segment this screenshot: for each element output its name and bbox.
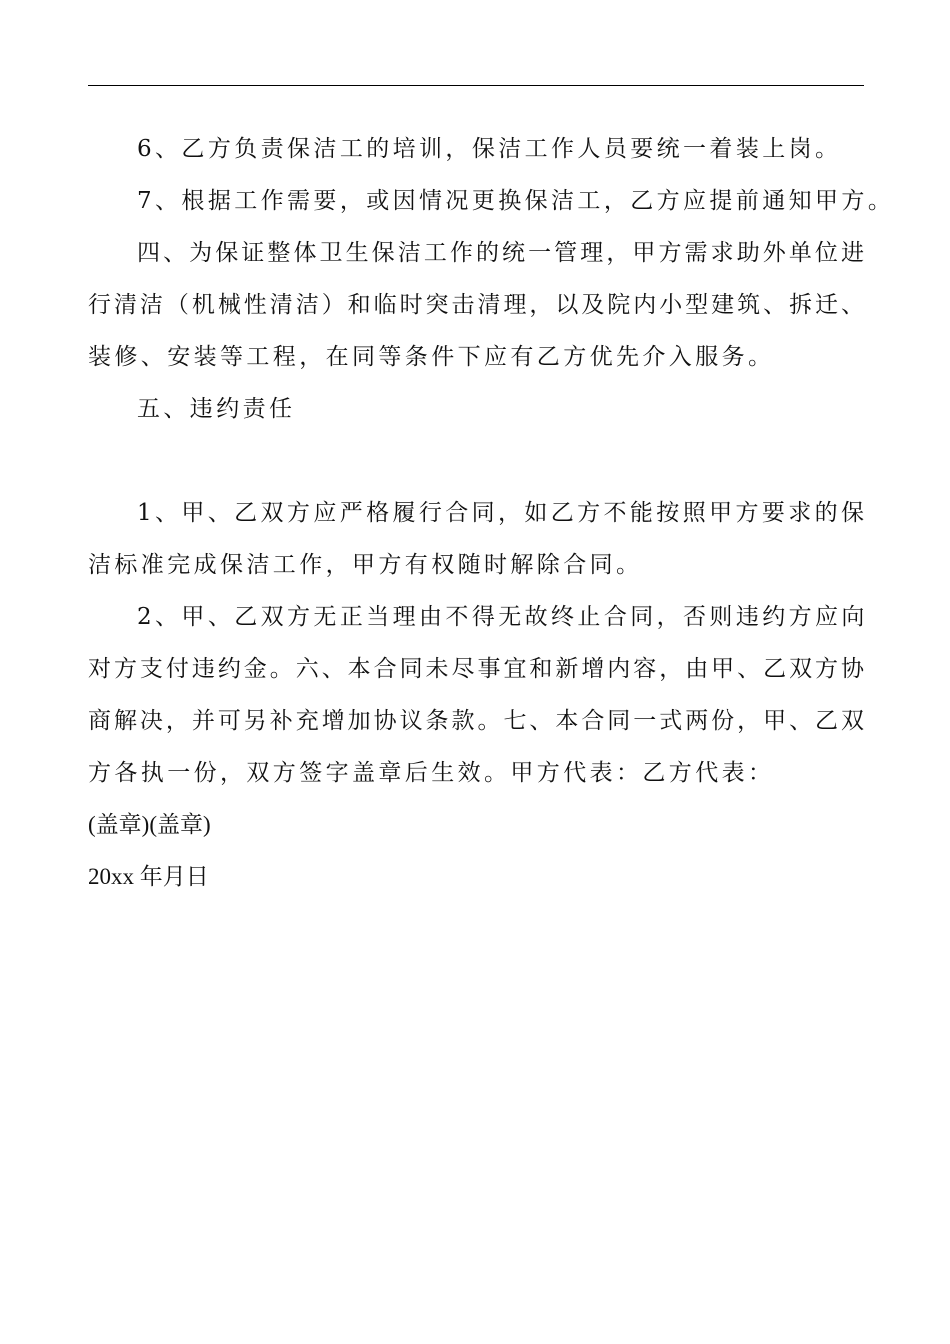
section-4-line-2: 行清洁（机械性清洁）和临时突击清理，以及院内小型建筑、拆迁、 — [88, 292, 864, 318]
signature-line: 方各执一份，双方签字盖章后生效。甲方代表：乙方代表： — [88, 760, 775, 786]
breach-clause-2-line-3: 商解决，并可另补充增加协议条款。七、本合同一式两份，甲、乙双 — [88, 708, 864, 734]
date-line: 20xx 年月日 — [88, 864, 209, 889]
breach-clause-1-line-2: 洁标准完成保洁工作，甲方有权随时解除合同。 — [88, 552, 643, 578]
breach-clause-2-line-1: 2、甲、乙双方无正当理由不得无故终止合同，否则违约方应向 — [137, 604, 868, 630]
section-5-heading: 五、违约责任 — [137, 396, 296, 422]
seal-line: (盖章)(盖章) — [88, 812, 211, 837]
breach-clause-1-line-1: 1、甲、乙双方应严格履行合同，如乙方不能按照甲方要求的保 — [137, 500, 864, 526]
section-4-line-1: 四、为保证整体卫生保洁工作的统一管理，甲方需求助外单位进 — [137, 240, 864, 266]
clause-7: 7、根据工作需要，或因情况更换保洁工，乙方应提前通知甲方。 — [137, 188, 895, 214]
breach-clause-2-line-2: 对方支付违约金。六、本合同未尽事宜和新增内容，由甲、乙双方协 — [88, 656, 864, 682]
header-rule — [88, 85, 864, 86]
clause-6: 6、乙方负责保洁工的培训，保洁工作人员要统一着装上岗。 — [137, 136, 842, 162]
section-4-line-3: 装修、安装等工程，在同等条件下应有乙方优先介入服务。 — [88, 344, 775, 370]
